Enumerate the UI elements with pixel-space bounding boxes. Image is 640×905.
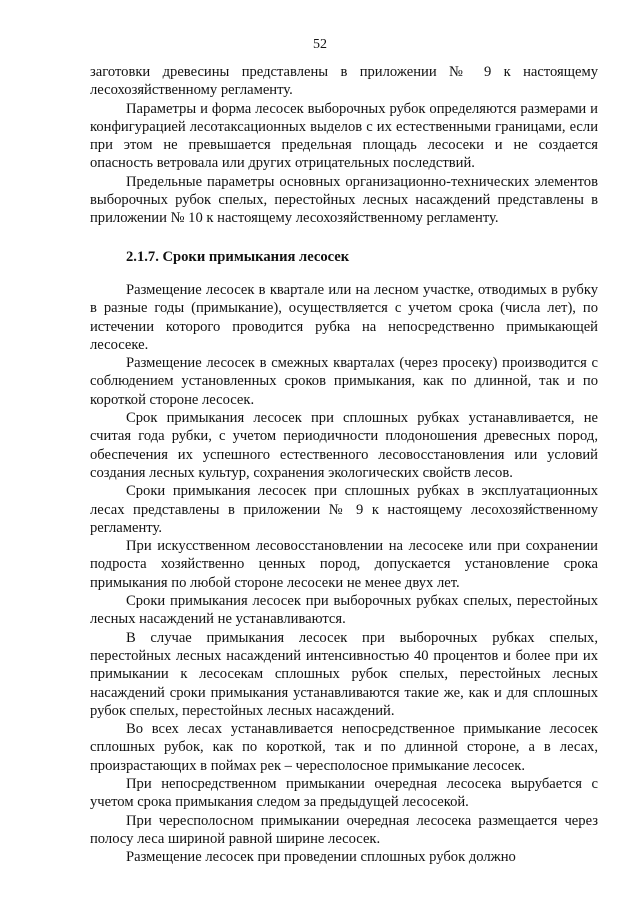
- body-paragraph: Размещение лесосек в квартале или на лесном участке, отводимых в рубку в разные годы (примыкание), осуществляется с учетом срока (числа лет), по истечении которого проводится рубка на непосредственно примыкающей лесосеке.: [90, 281, 598, 353]
- section-heading: 2.1.7. Сроки примыкания лесосек: [126, 248, 350, 265]
- page-body: [90, 63, 598, 866]
- body-paragraph: Сроки примыкания лесосек при сплошных рубках в эксплуатационных лесах представлены в приложении № 9 к настоящему лесохозяйственному регламенту.: [90, 483, 598, 536]
- body-paragraph: При непосредственном примыкании очередная лесосека вырубается с учетом срока примыкания следом за предыдущей лесосекой.: [90, 775, 598, 811]
- body-paragraph: При чересполосном примыкании очередная лесосека размещается через полосу леса шириной равной ширине лесосек.: [90, 812, 598, 847]
- body-paragraph: Предельные параметры основных организационно-технических элементов выборочных рубок спелых, перестойных лесных насаждений представлены в приложении № 10 к настоящему лесохозяйственному регламенту.: [90, 173, 598, 227]
- body-paragraph: Размещение лесосек при проведении сплошных рубок должно: [126, 849, 516, 866]
- body-paragraph: Параметры и форма лесосек выборочных рубок определяются размерами и конфигурацией лесотаксационных выделов с их естественными границами, если при этом не превышается предельная площадь лесосеки и не создается опасность ветровала или других отрицательных последствий.: [90, 100, 598, 172]
- body-paragraph: заготовки древесины представлены в приложении № 9 к настоящему лесохозяйственному регламенту.: [90, 64, 598, 99]
- body-paragraph: Сроки примыкания лесосек при выборочных рубках спелых, перестойных лесных насаждений не устанавливаются.: [90, 593, 598, 628]
- page-number: 52: [313, 37, 327, 52]
- body-paragraph: Во всех лесах устанавливается непосредственное примыкание лесосек сплошных рубок, как по короткой, так и по длинной стороне, а в лесах, произрастающих в поймах рек – чересполосное примыкание лесосек.: [90, 721, 598, 774]
- body-paragraph: Срок примыкания лесосек при сплошных рубках устанавливается, не считая года рубки, с учетом периодичности плодоношения древесных пород, обеспечения их успешного естественного лесовосстановления или условий создания лесных культур, сохранения экологических свойств лесов.: [90, 410, 598, 481]
- body-paragraph: При искусственном лесовосстановлении на лесосеке или при сохранении подроста хозяйственно ценных пород, допускается установление срока примыкания по любой стороне лесосеки не менее двух лет.: [90, 538, 598, 591]
- body-paragraph: Размещение лесосек в смежных кварталах (через просеку) производится с соблюдением установленных сроков примыкания, как по длинной, так и по короткой стороне лесосек.: [90, 355, 598, 408]
- body-paragraph: В случае примыкания лесосек при выборочных рубках спелых, перестойных лесных насаждений интенсивностью 40 процентов и более при их примыкании к лесосекам сплошных рубок спелых, перестойных лесных насаждений сроки примыкания устанавливаются такие же, как и для сплошных рубок спелых, перестойных лесных насаждений.: [90, 629, 598, 719]
